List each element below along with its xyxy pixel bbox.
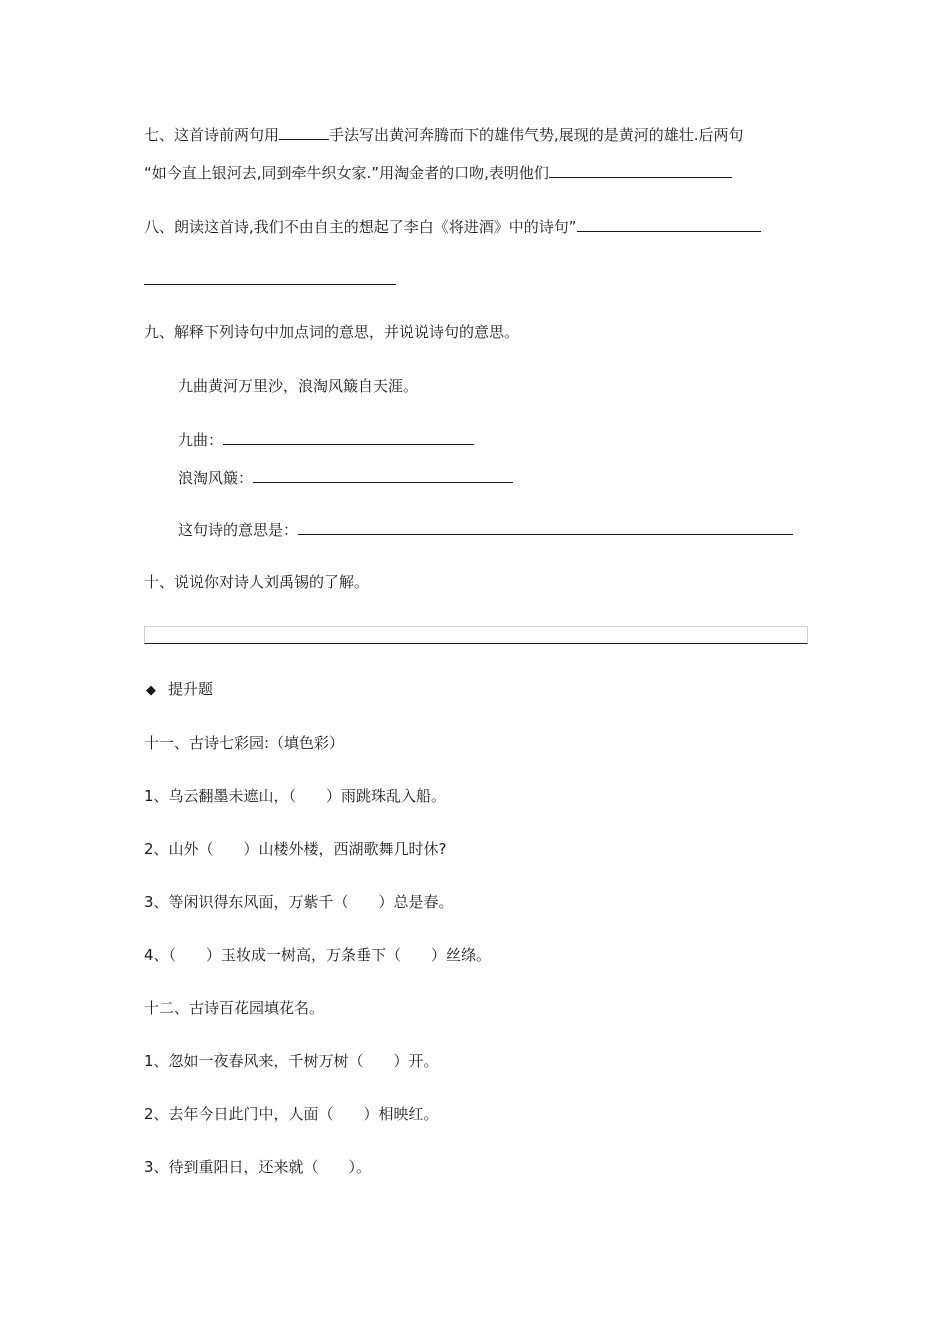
q9-word1-row xyxy=(178,429,474,450)
q8-text: 八、朗读这首诗,我们不由自主的想起了李白《将进酒》中的诗句” xyxy=(144,218,577,236)
q11-item-4: 4、（ ）玉妆成一树高，万条垂下（ ）丝绦。 xyxy=(144,946,492,964)
q7-blank-2[interactable] xyxy=(549,162,732,178)
q10-answer-box[interactable] xyxy=(144,626,808,644)
q11-item-1: 1、乌云翻墨未遮山，（ ）雨跳珠乱入船。 xyxy=(144,787,447,805)
q11-title: 十一、古诗七彩园:（填色彩） xyxy=(144,734,345,752)
q9-word1-label: 九曲： xyxy=(178,431,224,449)
q9-word2-row xyxy=(178,467,513,488)
q12-title: 十二、古诗百花园填花名。 xyxy=(144,999,325,1017)
q9-meaning-blank[interactable] xyxy=(298,519,793,535)
section-heading xyxy=(146,679,213,701)
q11-item-3: 3、等闲识得东风面，万紫千（ ）总是春。 xyxy=(144,893,454,911)
q7-text-c: “如今直上银河去,同到牵牛织女家.”用淘金者的口吻,表明他们 xyxy=(144,164,549,182)
q9-poem: 九曲黄河万里沙，浪淘风簸自天涯。 xyxy=(178,377,419,395)
q7-text-a: 七、这首诗前两句用 xyxy=(144,126,280,144)
q9-word2-label: 浪淘风簸： xyxy=(178,469,254,487)
q12-item-2: 2、去年今日此门中，人面（ ）相映红。 xyxy=(144,1105,439,1123)
q8-line xyxy=(144,216,761,237)
q9-title: 九、解释下列诗句中加点词的意思，并说说诗句的意思。 xyxy=(144,323,520,341)
q8-blank-2[interactable] xyxy=(144,284,396,285)
q7-line2 xyxy=(144,162,732,183)
q12-item-1: 1、忽如一夜春风来，千树万树（ ）开。 xyxy=(144,1052,439,1070)
q7-text-b: 手法写出黄河奔腾而下的雄伟气势,展现的是黄河的雄壮.后两句 xyxy=(329,126,744,144)
q7-blank-1[interactable] xyxy=(279,124,329,140)
q8-blank-1[interactable] xyxy=(577,216,761,232)
q9-word1-blank[interactable] xyxy=(223,429,474,445)
q10-title: 十、说说你对诗人刘禹锡的了解。 xyxy=(144,573,370,591)
q7-line1 xyxy=(144,124,744,145)
q9-word2-blank[interactable] xyxy=(253,467,513,483)
section-title: 提升题 xyxy=(168,680,214,698)
q12-item-3: 3、待到重阳日，还来就（ ）。 xyxy=(144,1158,372,1176)
q9-meaning-row xyxy=(178,519,793,540)
q9-meaning-label: 这句诗的意思是： xyxy=(178,521,299,539)
q11-item-2: 2、山外（ ）山楼外楼，西湖歌舞几时休? xyxy=(144,840,447,858)
diamond-bullet-icon: ◆ xyxy=(146,683,156,698)
